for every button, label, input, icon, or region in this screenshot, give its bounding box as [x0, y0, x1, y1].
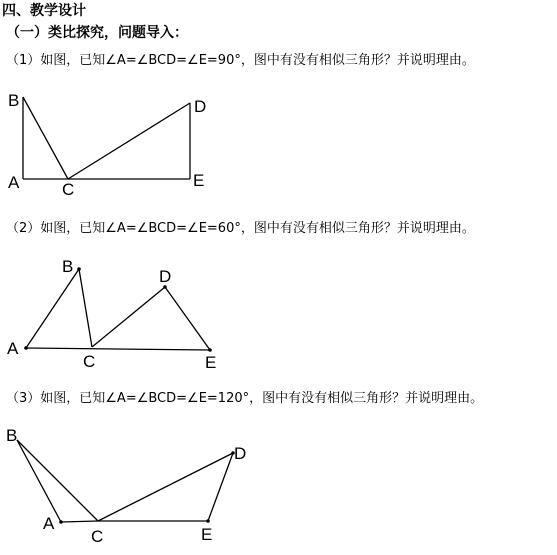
label-d: D — [234, 444, 247, 463]
label-e: E — [201, 525, 213, 544]
segment-bc — [17, 440, 98, 521]
label-c: C — [83, 352, 96, 371]
question-2-text: （2）如图，已知∠A=∠BCD=∠E=60°，图中有没有相似三角形？并说明理由。 — [6, 221, 475, 236]
segment-cd — [98, 453, 233, 521]
label-b: B — [6, 426, 18, 445]
label-a: A — [43, 514, 55, 533]
point-a — [59, 520, 63, 524]
label-e: E — [205, 353, 217, 372]
label-a: A — [7, 339, 19, 358]
label-c: C — [91, 527, 104, 546]
label-d: D — [159, 267, 172, 286]
question-1-text: （1）如图，已知∠A=∠BCD=∠E=90°，图中有没有相似三角形？并说明理由。 — [6, 53, 475, 68]
label-b: B — [62, 257, 74, 276]
section-heading: 四、教学设计 — [2, 3, 86, 19]
label-d: D — [194, 97, 207, 116]
label-a: A — [8, 173, 20, 192]
label-e: E — [193, 171, 205, 190]
segment-ba — [17, 440, 61, 522]
label-c: C — [62, 180, 75, 199]
segment-ac — [61, 521, 98, 522]
question-3-text: （3）如图，已知∠A=∠BCD=∠E=120°，图中有没有相似三角形？并说明理由。 — [6, 391, 484, 406]
label-b: B — [8, 91, 20, 110]
point-e — [206, 519, 210, 523]
subsection-heading: （一）类比探究，问题导入： — [6, 25, 188, 41]
